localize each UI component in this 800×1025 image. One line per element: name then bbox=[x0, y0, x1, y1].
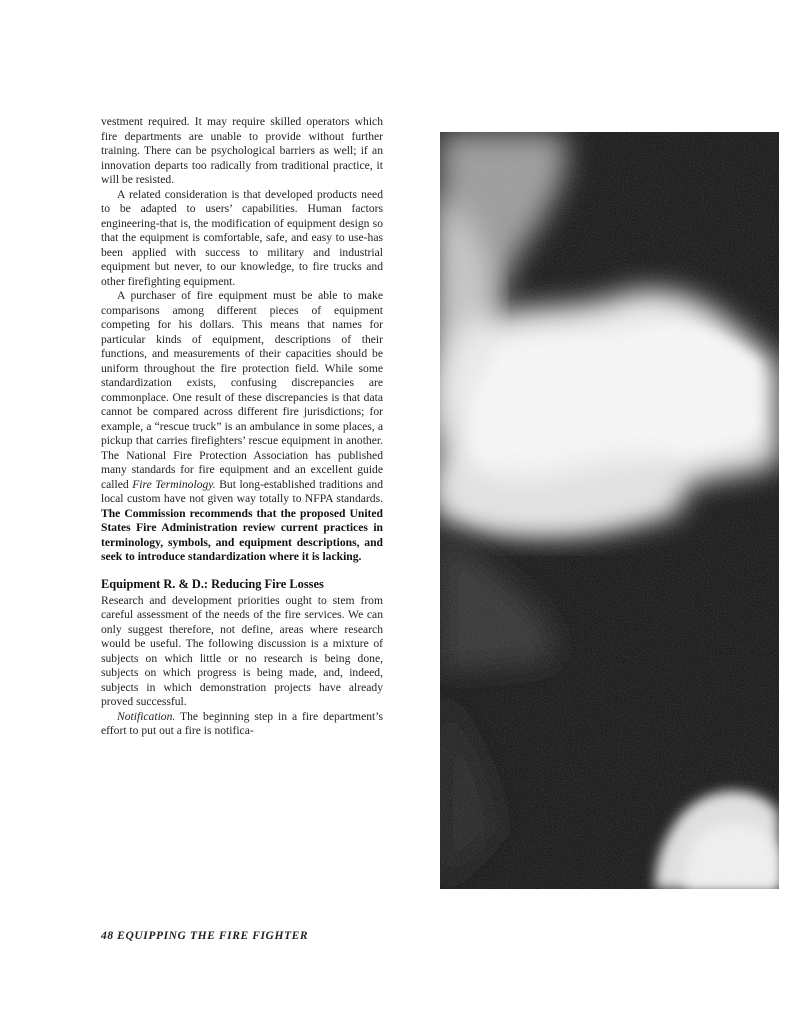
page-footer: 48 EQUIPPING THE FIRE FIGHTER bbox=[101, 930, 309, 942]
paragraph-3-continuation: But long-established traditions and local custom have not given way totally to NFPA standards. bbox=[101, 477, 383, 505]
smoke-photograph bbox=[440, 132, 779, 889]
notification-lead: Notification. bbox=[117, 709, 176, 723]
fire-terminology-title: Fire Terminology. bbox=[132, 477, 216, 491]
paragraph-5 bbox=[101, 710, 383, 739]
section-heading: Equipment R. & D.: Reducing Fire Losses bbox=[101, 576, 324, 591]
paragraph-4: Research and development priorities ought to stem from careful assessment of the needs of the fire services. We can only suggest therefore, not define, areas where research would be useful. The following discussion is a mixture of subjects on which little or no research is being done, subjects on which progress is being made, and, indeed, subjects in which demonstration projects have already proved successful. bbox=[101, 593, 383, 708]
paragraph-5-text: The beginning step in a fire department’s effort to put out a fire is notifica- bbox=[101, 709, 383, 737]
paragraph-1: vestment required. It may require skilled operators which fire departments are unable to provide without further training. There can be psychological barriers as well; if an innovation departs too radically from traditional practice, it will be resisted. bbox=[101, 115, 383, 186]
commission-recommendation: The Commission recommends that the proposed United States Fire Administration review current practices in terminology, symbols, and equipment descriptions, and seek to introduce standardization where it is lacking. bbox=[101, 506, 383, 563]
paragraph-3-text: A purchaser of fire equipment must be able to make comparisons among different pieces of equipment competing for his dollars. This means that names for particular kinds of equipment, descriptions of their functions, and measurements of their capacities should be uniform throughout the fire protection field. While some standardization exists, confusing discrepancies are commonplace. One result of these discrepancies is that data cannot be compared across different fire jurisdictions; for example, a “rescue truck” is an ambulance in some places, a pickup that carries firefighters’ rescue equipment in another. The National Fire Protection Association has published many standards for fire equipment and an excellent guide called bbox=[101, 289, 383, 491]
body-text-column bbox=[101, 115, 383, 739]
paragraph-3 bbox=[101, 289, 383, 565]
paragraph-2: A related consideration is that developed products need to be adapted to users’ capabilities. Human factors engineering-that is, the modification of equipment design so that the equipment is comfortable, safe, and easy to use-has been applied with success to military and industrial equipment but never, to our knowledge, to fire trucks and other firefighting equipment. bbox=[101, 187, 383, 288]
